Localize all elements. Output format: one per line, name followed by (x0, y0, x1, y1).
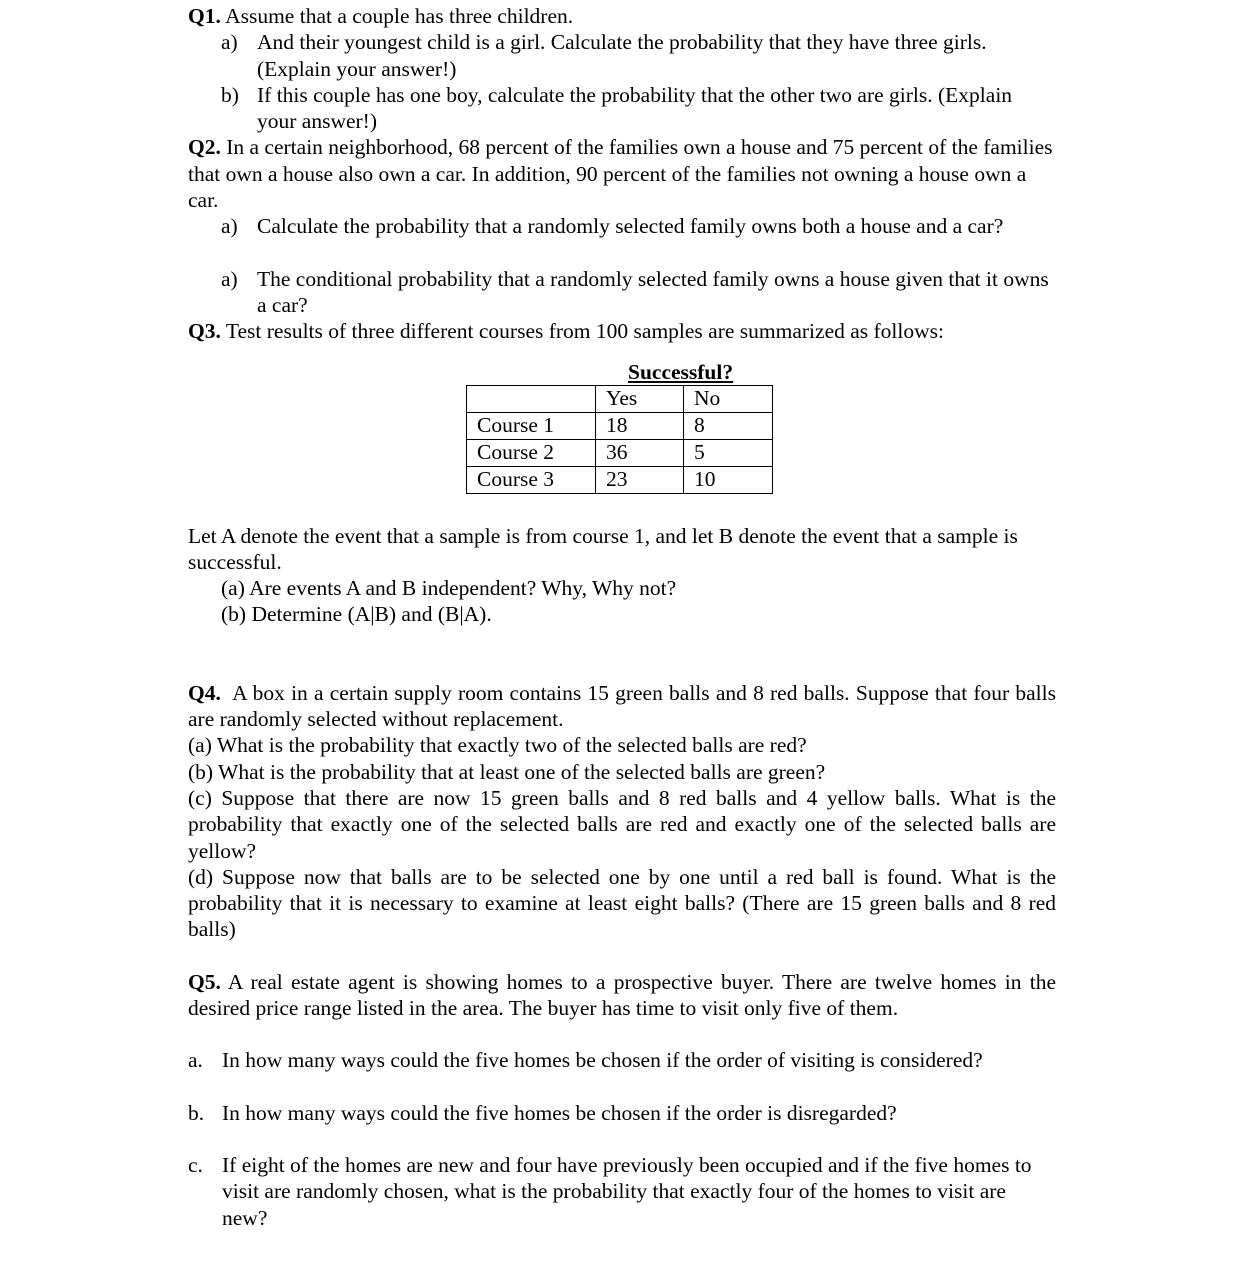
question-1-stem (188, 3, 1056, 29)
results-table-wrapper (466, 359, 776, 494)
question-4-label: Q4. (188, 680, 221, 705)
question-5-part-c (188, 1152, 1056, 1231)
table-cell: 8 (684, 412, 773, 439)
question-5-text: A real estate agent is showing homes to a prospective buyer. There are twelve homes in the desired price range listed in the area. The buyer has time to visit only five of them. (188, 969, 1056, 1021)
part-text: Are events A and B independent? Why, Why not? (249, 576, 677, 601)
part-marker: a) (221, 214, 238, 239)
table-header-row (467, 385, 773, 412)
table-cell: 18 (596, 412, 684, 439)
table-cell: Course 1 (467, 412, 596, 439)
question-3-text: Test results of three different courses from 100 samples are summarized as follows: (225, 319, 944, 344)
part-marker: c. (188, 1152, 203, 1177)
question-2-stem (188, 134, 1056, 213)
part-text: If this couple has one boy, calculate the probability that the other two are girls. (Explain your answer!) (257, 82, 1013, 134)
question-1-part-b (188, 82, 1056, 135)
question-4-part-c: (c) Suppose that there are now 15 green balls and 8 red balls and 4 yellow balls. What is the probability that exactly one of the selected balls are red and exactly one of the selected balls are yellow? (188, 785, 1056, 863)
question-5-part-b (188, 1100, 1056, 1126)
table-header-cell: No (684, 385, 773, 412)
question-5 (188, 969, 1056, 1231)
question-2 (188, 134, 1056, 318)
question-3-part-a (221, 575, 1056, 601)
question-4-part-a: (a) What is the probability that exactly two of the selected balls are red? (188, 733, 807, 758)
question-3-events: Let A denote the event that a sample is from course 1, and let B denote the event that a sample is successful. (188, 523, 1018, 574)
table-cell: Course 2 (467, 439, 596, 466)
question-4-part-b: (b) What is the probability that at least one of the selected balls are green? (188, 759, 826, 784)
part-marker: (b) (221, 602, 247, 627)
table-header-cell: Yes (596, 385, 684, 412)
question-4 (188, 680, 1056, 943)
table-row (467, 412, 773, 439)
question-2-part-b (188, 266, 1056, 319)
part-marker: b. (188, 1100, 205, 1125)
question-5-part-a (188, 1047, 1056, 1073)
question-2-label: Q2. (188, 135, 221, 160)
question-4-part-d: (d) Suppose now that balls are to be selected one by one until a red ball is found. What is the probability that it is necessary to examine at least eight balls? (There are 15 green balls and 8 red balls) (188, 864, 1056, 942)
table-cell: 10 (684, 466, 773, 493)
part-text: In how many ways could the five homes be chosen if the order is disregarded? (222, 1100, 897, 1125)
question-3-label: Q3. (188, 319, 221, 344)
table-row (467, 466, 773, 493)
part-text: And their youngest child is a girl. Calculate the probability that they have three girls. (Explain your answer!) (257, 30, 987, 81)
question-3-part-b (221, 601, 1056, 627)
question-1-text: Assume that a couple has three children. (225, 4, 574, 28)
document-page (188, 3, 1056, 1231)
table-cell: Course 3 (467, 466, 596, 493)
question-1-part-a (188, 29, 1056, 82)
table-cell: 36 (596, 439, 684, 466)
question-1-label: Q1. (188, 4, 221, 28)
part-marker: b) (221, 82, 239, 107)
table-cell: 23 (596, 466, 684, 493)
part-text: In how many ways could the five homes be chosen if the order of visiting is considered? (222, 1048, 983, 1073)
results-table (466, 385, 773, 494)
part-marker: a) (221, 266, 238, 291)
part-text: Determine (A|B) and (B|A). (251, 602, 492, 627)
question-4-text: A box in a certain supply room contains 15 green balls and 8 red balls. Suppose that four balls are randomly selected without replacement. (188, 680, 1056, 732)
part-marker: a) (221, 30, 238, 55)
question-5-label: Q5. (188, 969, 221, 994)
question-3 (188, 318, 1056, 627)
table-row (467, 439, 773, 466)
part-marker: a. (188, 1048, 203, 1073)
part-text: If eight of the homes are new and four have previously been occupied and if the five homes to visit are randomly chosen, what is the probability that exactly four of the homes to visit are new? (222, 1152, 1032, 1230)
question-3-parts (188, 575, 1056, 628)
part-text: Calculate the probability that a randomly selected family owns both a house and a car? (257, 214, 1004, 239)
part-text: The conditional probability that a randomly selected family owns a house given that it owns a car? (257, 266, 1049, 317)
question-5-stem (188, 969, 1056, 1022)
table-cell: 5 (684, 439, 773, 466)
question-1 (188, 3, 1056, 134)
table-header-cell (467, 385, 596, 412)
question-2-part-a (188, 213, 1056, 239)
question-3-stem (188, 318, 1056, 344)
question-2-text: In a certain neighborhood, 68 percent of the families own a house and 75 percent of the families that own a house also own a car. In addition, 90 percent of the families not owning a house own a car. (188, 135, 1053, 213)
part-marker: (a) (221, 576, 245, 601)
question-4-stem (188, 680, 1056, 733)
table-title: Successful? (628, 359, 734, 384)
